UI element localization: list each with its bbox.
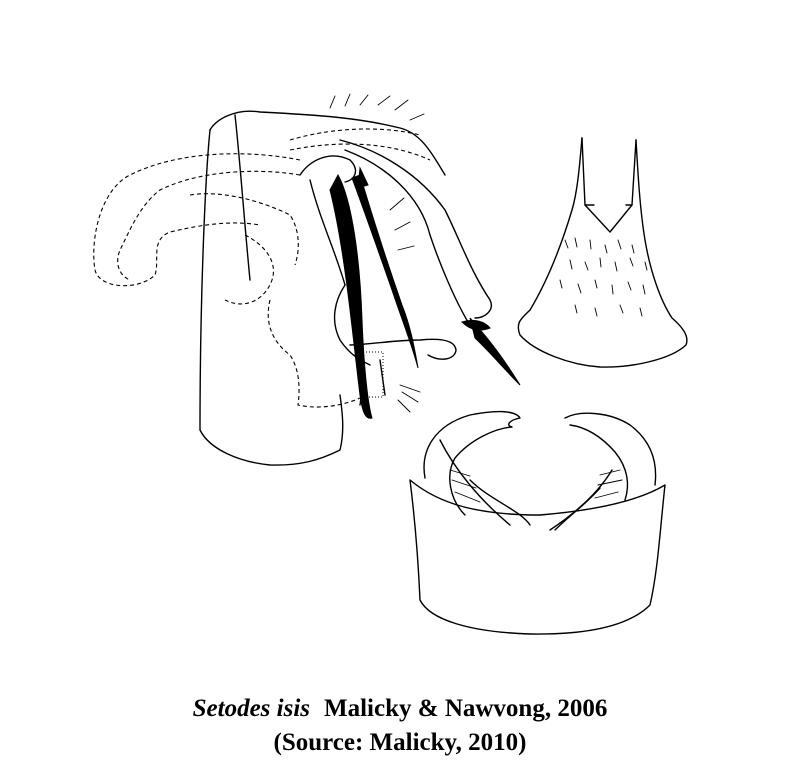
dorsal-view-drawing — [518, 138, 687, 367]
ventral-view-drawing — [410, 412, 665, 635]
lateral-view-drawing — [94, 94, 520, 465]
species-name: Setodes isis — [192, 695, 311, 722]
figure-source: (Source: Malicky, 2010) — [273, 729, 527, 756]
figure-caption — [0, 694, 800, 724]
species-authority: Malicky & Nawvong, 2006 — [324, 695, 608, 722]
